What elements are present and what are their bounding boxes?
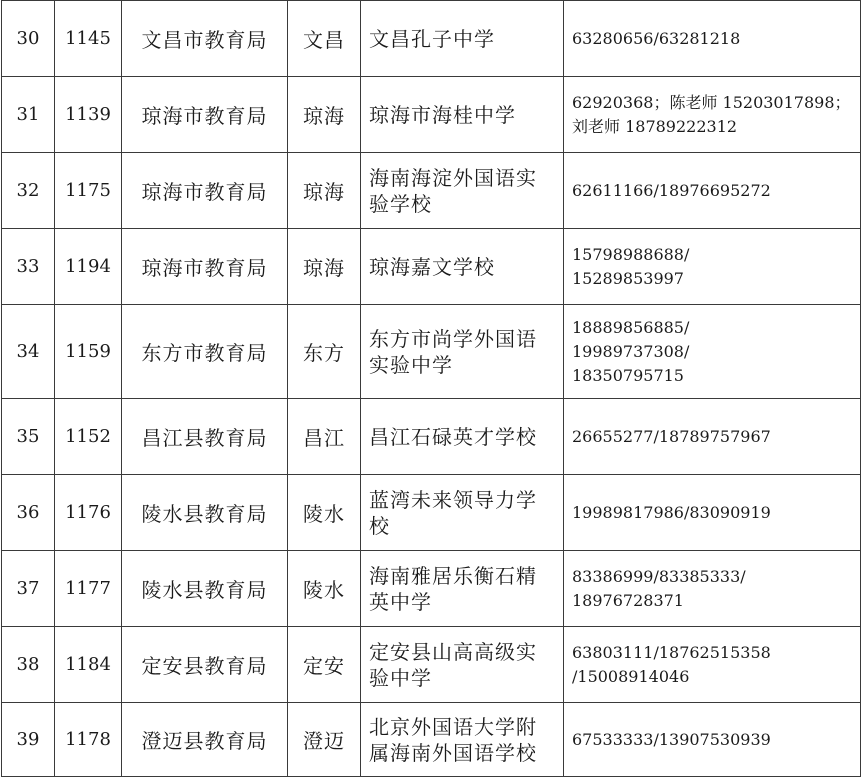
education-bureau: 昌江县教育局 <box>122 399 288 475</box>
contact-phone <box>564 229 861 305</box>
table-row <box>2 77 861 153</box>
school-name <box>361 399 564 475</box>
contact-phone-line: 62611166/18976695272 <box>572 180 771 200</box>
region: 陵水 <box>288 475 361 551</box>
school-code: 1159 <box>55 305 122 399</box>
row-number: 37 <box>2 551 55 627</box>
contact-phone-line: 83386999/83385333/ <box>572 566 746 586</box>
contact-phone-line: /15008914046 <box>572 666 690 686</box>
school-code: 1139 <box>55 77 122 153</box>
education-bureau: 陵水县教育局 <box>122 475 288 551</box>
school-name-line: 定安县山高高级实 <box>369 639 537 664</box>
school-name-line: 东方市尚学外国语 <box>369 326 537 351</box>
school-name-line: 昌江石碌英才学校 <box>369 424 537 449</box>
school-name-line: 琼海嘉文学校 <box>369 254 495 279</box>
row-number: 34 <box>2 305 55 399</box>
contact-phone-line: 18889856885/ <box>572 317 690 337</box>
row-number: 39 <box>2 703 55 777</box>
contact-phone <box>564 1 861 77</box>
education-bureau: 琼海市教育局 <box>122 229 288 305</box>
contact-phone <box>564 703 861 777</box>
school-name-line: 琼海市海桂中学 <box>369 102 516 127</box>
table-row <box>2 153 861 229</box>
region: 东方 <box>288 305 361 399</box>
row-number: 36 <box>2 475 55 551</box>
education-bureau: 东方市教育局 <box>122 305 288 399</box>
region: 琼海 <box>288 77 361 153</box>
region: 陵水 <box>288 551 361 627</box>
school-name <box>361 703 564 777</box>
school-name-line: 英中学 <box>369 589 432 614</box>
region: 琼海 <box>288 153 361 229</box>
contact-phone-line: 18350795715 <box>572 365 684 385</box>
row-number: 30 <box>2 1 55 77</box>
table-row <box>2 551 861 627</box>
school-name <box>361 305 564 399</box>
region: 定安 <box>288 627 361 703</box>
contact-phone-line: 15289853997 <box>572 268 684 288</box>
row-number: 35 <box>2 399 55 475</box>
row-number: 32 <box>2 153 55 229</box>
region: 琼海 <box>288 229 361 305</box>
education-bureau: 陵水县教育局 <box>122 551 288 627</box>
school-code: 1184 <box>55 627 122 703</box>
education-bureau: 琼海市教育局 <box>122 153 288 229</box>
school-name <box>361 551 564 627</box>
contact-phone-line: 19989737308/ <box>572 341 690 361</box>
contact-phone <box>564 305 861 399</box>
contact-phone <box>564 153 861 229</box>
school-name <box>361 229 564 305</box>
table-row <box>2 1 861 77</box>
region: 文昌 <box>288 1 361 77</box>
school-code: 1194 <box>55 229 122 305</box>
contact-phone-line: 19989817986/83090919 <box>572 502 771 522</box>
row-number: 33 <box>2 229 55 305</box>
education-bureau: 琼海市教育局 <box>122 77 288 153</box>
row-number: 38 <box>2 627 55 703</box>
school-name-line: 验学校 <box>369 191 432 216</box>
contact-phone <box>564 551 861 627</box>
table-row <box>2 475 861 551</box>
school-name-line: 海南海淀外国语实 <box>369 165 537 190</box>
contact-phone <box>564 475 861 551</box>
school-code: 1178 <box>55 703 122 777</box>
table-row <box>2 627 861 703</box>
school-code: 1176 <box>55 475 122 551</box>
contact-phone <box>564 77 861 153</box>
contact-phone-line: 18976728371 <box>572 590 684 610</box>
contact-phone-line: 15798988688/ <box>572 244 690 264</box>
table-body <box>2 1 861 777</box>
school-name-line: 验中学 <box>369 665 432 690</box>
school-name <box>361 1 564 77</box>
education-bureau: 文昌市教育局 <box>122 1 288 77</box>
contact-phone-line: 63280656/63281218 <box>572 28 741 48</box>
education-bureau: 澄迈县教育局 <box>122 703 288 777</box>
school-name <box>361 475 564 551</box>
school-code: 1177 <box>55 551 122 627</box>
school-name <box>361 627 564 703</box>
table-row <box>2 229 861 305</box>
table-row <box>2 703 861 777</box>
school-name-line: 文昌孔子中学 <box>369 26 495 51</box>
contact-phone-line: 63803111/18762515358 <box>572 642 771 662</box>
school-contact-table <box>1 0 861 777</box>
school-name-line: 蓝湾未来领导力学 <box>369 487 537 512</box>
school-name-line: 海南雅居乐衡石精 <box>369 563 537 588</box>
region: 昌江 <box>288 399 361 475</box>
contact-phone-line: 26655277/18789757967 <box>572 426 771 446</box>
row-number: 31 <box>2 77 55 153</box>
contact-phone <box>564 627 861 703</box>
contact-phone-line: 67533333/13907530939 <box>572 729 771 749</box>
school-code: 1145 <box>55 1 122 77</box>
school-name-line: 实验中学 <box>369 352 453 377</box>
contact-phone-line: 62920368；陈老师 15203017898； <box>572 92 851 112</box>
school-name-line: 北京外国语大学附 <box>369 714 537 739</box>
table-row <box>2 399 861 475</box>
table-row <box>2 305 861 399</box>
school-name-line: 校 <box>369 513 390 538</box>
school-code: 1152 <box>55 399 122 475</box>
contact-phone-line: 刘老师 18789222312 <box>572 116 738 136</box>
school-code: 1175 <box>55 153 122 229</box>
school-name-line: 属海南外国语学校 <box>369 740 537 765</box>
school-name <box>361 153 564 229</box>
school-name <box>361 77 564 153</box>
contact-phone <box>564 399 861 475</box>
region: 澄迈 <box>288 703 361 777</box>
education-bureau: 定安县教育局 <box>122 627 288 703</box>
